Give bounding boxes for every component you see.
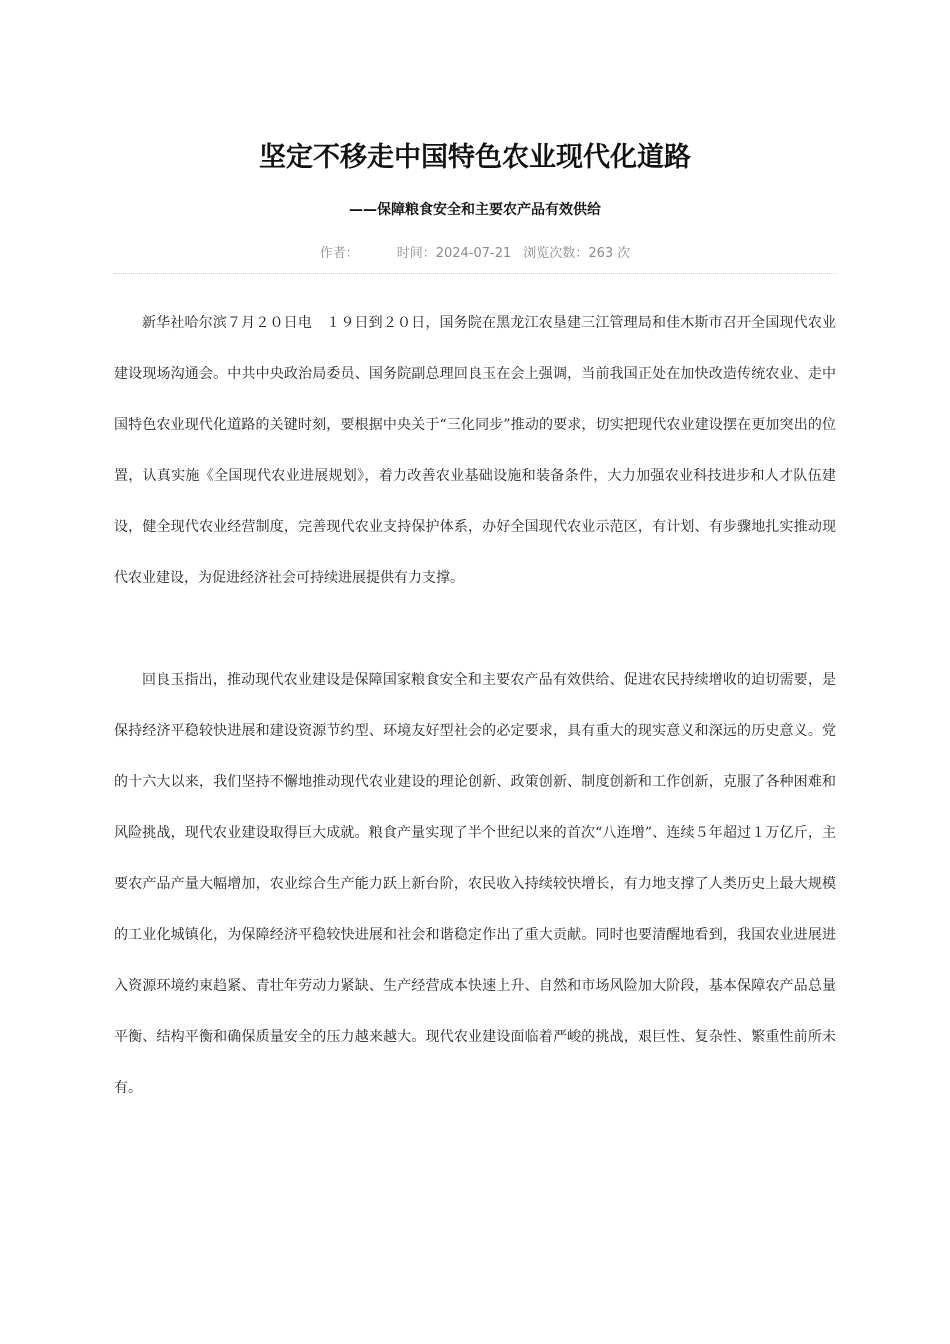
views-unit: 次 xyxy=(613,246,631,261)
article-subtitle: ——保障粮食安全和主要农产品有效供给 xyxy=(349,202,601,218)
paragraph-1: 新华社哈尔滨７月２０日电 １９日到２０日，国务院在黑龙江农垦建三江管理局和佳木斯市召开全国现代农业建设现场沟通会。中共中央政治局委员、国务院副总理回良玉在会上强调，当前我国正处在加快改造传统农业、走中国特色农业现代化道路的关键时刻，要根据中央关于“三化同步”推动的要求，切实把现代农业建设摆在更加突出的位置，认真实施《全国现代农业进展规划》，着力改善农业基础设施和装备条件，大力加强农业科技进步和人才队伍建设，健全现代农业经营制度，完善现代农业支持保护体系，办好全国现代农业示范区，有计划、有步骤地扎实推动现代农业建设，为促进经济社会可持续进展提供有力支撑。 xyxy=(114,315,836,586)
article xyxy=(114,0,836,1114)
article-meta xyxy=(114,244,836,274)
article-body xyxy=(114,298,836,1114)
time-value: 2024-07-21 xyxy=(435,246,512,261)
views-count: 263 xyxy=(588,246,614,261)
article-title: 坚定不移走中国特色农业现代化道路 xyxy=(259,142,691,173)
author-label: 作者： xyxy=(319,246,359,261)
time-label: 时间： xyxy=(396,246,436,261)
paragraph-2: 回良玉指出，推动现代农业建设是保障国家粮食安全和主要农产品有效供给、促进农民持续增收的迫切需要，是保持经济平稳较快进展和建设资源节约型、环境友好型社会的必定要求，具有重大的现实意义和深远的历史意义。党的十六大以来，我们坚持不懈地推动现代农业建设的理论创新、政策创新、制度创新和工作创新，克服了各种困难和风险挑战，现代农业建设取得巨大成就。粮食产量实现了半个世纪以来的首次“八连增”、连续５年超过１万亿斤，主要农产品产量大幅增加，农业综合生产能力跃上新台阶，农民收入持续较快增长，有力地支撑了人类历史上最大规模的工业化城镇化，为保障经济平稳较快进展和社会和谐稳定作出了重大贡献。同时也要清醒地看到，我国农业进展进入资源环境约束趋紧、青壮年劳动力紧缺、生产经营成本快速上升、自然和市场风险加大阶段，基本保障农产品总量平衡、结构平衡和确保质量安全的压力越来越大。现代农业建设面临着严峻的挑战，艰巨性、复杂性、繁重性前所未有。 xyxy=(114,672,836,1096)
views-label: 浏览次数： xyxy=(523,246,589,261)
